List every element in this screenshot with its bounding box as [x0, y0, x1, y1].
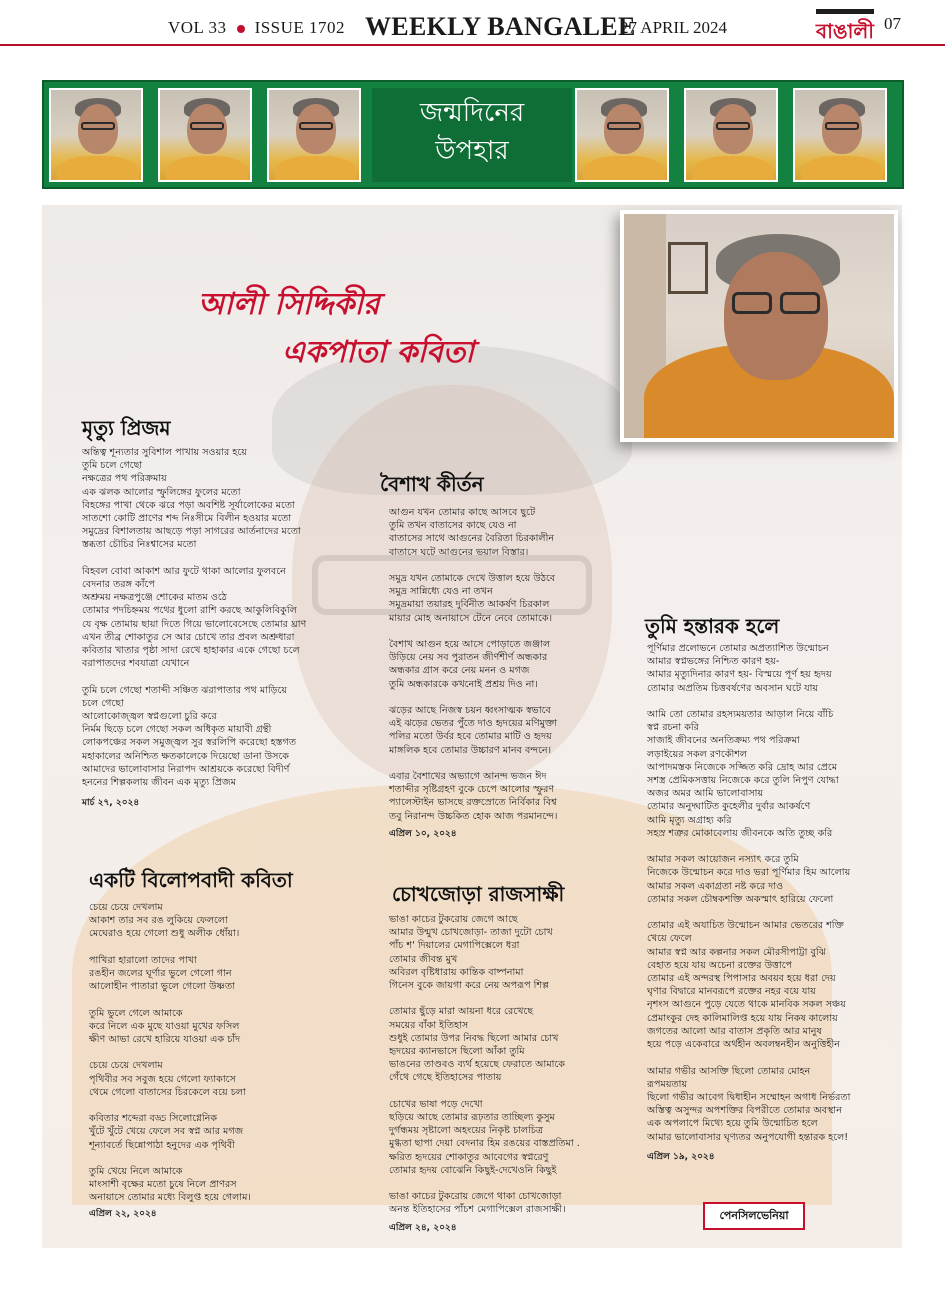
poem-body: অন্তিত্ব শূন্যতার সুবিশাল পাখায় সওয়ার হয়ে তুমি চলে গেছো নক্ষত্রের পথ পরিক্রমায় এক ঝলক আলোর স্ফুলিঙ্গের ফুলের মতো বিহঙ্গের পাখা থেকে ঝরে পড়া অবশিষ্ট সূর্যালোকের মতো সাতশো কোটি প্রাণের শব্দ নিঃসীমে বিলীন হওয়ার মতো সমুদ্রের বিশালতায় আছড়ে পড়া সাগরের আর্তনাদের মতো স্তব্ধতা চৌচির নিঃশ্বাসের মতো বিহবল বোবা আকাশ আর ফুটে থাকা আলোর ফুলবনে বেদনার তরঙ্গ কাঁপে অশ্রুময় নক্ষত্রপুঞ্জে শোকের মাতম ওঠে তোমার পদচিহ্নময় পথের ধুলো রাশি করছে আকুলিবিকুলি যে বৃক্ষ তোমায় ছায়া দিতে গিয়ে ভালোবেসেছে তোমার ঘ্রাণ এখন তীব্র শোকাতুর সে আর চোখে তার প্রবল অশ্রুধারা কবিতার খাতার পৃষ্ঠা সাদা রেখে হাহাকার একে গেছো চলে বরাপাতদের শবযাত্রা যেখানে তুমি চলে গেছো শতাব্দী সঞ্চিত ঝরাপাতার পথ মাড়িয়ে চলে গেছো আলোকোজ্জ্বল স্বপ্নগুলো চুরি করে নির্মম ছিড়ে চলে গেছো সকল অধিকৃত মায়াবী গ্রন্থী লোকপঞ্চের সকল সমুজ্জ্বল সুর স্বরলিপি করেছো হস্তগত মহাকালের অনিশ্চিত ক্ষতকালেকে দিয়েছো ডানা উসকে আমাদের ভালোবাসার নিরাপদ আশ্রয়কে করেছো বিদীর্ণ হননের শিল্পকলায় জীবন এক মৃত্যু প্রিজম [82, 447, 307, 789]
birthday-banner [42, 80, 904, 189]
banner-title-line2: উপহার [435, 136, 509, 166]
banner-title [372, 88, 572, 182]
paper-title: WEEKLY BANGALEE [365, 12, 636, 41]
poem-date: মার্চ ২৭, ২০২৪ [82, 798, 140, 808]
logo-text: বাঙালী [815, 19, 875, 43]
poem-title: মৃত্যু প্রিজম [82, 416, 171, 440]
poem-body: ভাঙা কাচের টুকরোয় জেগে আছে আমার উন্মুখ চোখজোড়া- তাজা দুটো চোখ পাঁচ শ' দিয়ালের মেগাপিক্সেলে ধরা তোমার জীবন্ত মুখ অবিরল বৃষ্টিধারায় কান্তিক বাষ্পনামা গিনেস বুকে জায়গা করে নেয় অপরূপ শিল্প তোমার ছুঁড়ে মারা আয়না ধরে রেখেছে সময়ের বাঁকা ইতিহাস শুধুই তোমার উপর নিবদ্ধ ছিলো আমার চোখ হৃদয়ের ক্যানভাসে ছিলো আঁকা তুমি ভাঙনের তাণ্ডবও ব্যর্থ হয়েছে ফেরাতে আমাকে গেঁথে গেছে ইতিহাসের পাতায় চোখের ভাষা পড়ে দেখো ছড়িয়ে আছে তোমার রূঢ়তার তাচ্ছিল্য কুসুম দুর্গন্ধময় সৃষ্টালো অহংয়ের নিকৃষ্ট চালচিত্র মুগ্ধতা ছাপা দেয়া বেদনার হিম রঙয়ের বাস্তপ্রতিমা . ক্ষরিত হৃদয়ের শোকাতুর আবেগের স্বপ্নরেণু তোমার হৃদয় বোঝেনি কিছুই-দেখেওনি কিছুই ভাঙা কাচের টুকরোয় জেগে থাকা চোখজোড়া অনন্ত ইতিহাসের পাঁচশ মেগাপিক্সেল রাজসাক্ষী। [389, 914, 580, 1216]
page-number: 07 [884, 14, 901, 33]
poem-body: পূর্ণিমার প্রলোভনে তোমার অপ্রত্যাশিত উন্মোচন আমার স্বপ্নভঙ্গের নিশ্চিত কারণ হয়- আমার মৃত্যুদিনার কারণ হয়- বিস্ময়ে পূর্ণ হয় হৃদয় তোমার অপ্রতিম চিত্তবর্ষণের অবসান ঘটে যায় আমি তো তোমার রহস্যময়তার আড়াল নিয়ে বাঁচি স্বপ্ন রচনা করি সাজাই জীবনের অনতিক্রম্য পথ পরিক্রমা লড়াইয়ের সকল রণকৌশল আপাদমস্তক নিজেকে সজ্জিত করি দ্রোহ আর প্রেমে সশস্ত্র প্রেমিকসত্তায় নিজেকে করে তুলি নিপুণ যোদ্ধা অজর অমর আমি ভালোবাসায় তোমার অনুদ্ঘাটিত কুহেলীর দুর্বার আকর্ষণে আমি মৃত্যু অগ্রাহ্য করি সহস্র শত্রুর মোকাবেলায় জীবনকে অতি তুচ্ছ করি আমার সকল আয়োজন নস্যাৎ করে তুমি নিজেকে উন্মোচন করে দাও ভরা পূর্ণিমার হিম আলোয় আমার সকল একাগ্রতা নষ্ট করে দাও তোমার সকল চৌম্বকশক্তি অকস্মাৎ হারিয়ে ফেলো তোমার এই অযাচিত উন্মোচন আমার ভেতরের শক্তি খেয়ে ফেলে আমার স্বপ্ন আর কল্পনার সকল মৌরসীপাট্টা বুঝি বেহাত হয়ে যায় অচেনা রক্তের উত্তাপে তোমার এই অন্দরস্থ পিপাসার অবয়ব হয়ে ধরা দেয় ঘৃণার বিদ্বারে মানবরূপে রক্তের নহর বয়ে যায় নৃশংস আগুনে পুড়ে যেতে থাকে মানবিক সকল সঞ্চয় প্রেমাংকুর দেহ কালিমালিপ্ত হয়ে যায় নিকষ কালোয় জগতের আলো আর বাতাস প্রকৃতি আর মানুষ হয়ে পড়ে একেবারে অর্থহীন অবলম্বনহীন অনুত্তিহীন আমার গভীর আসক্তি ছিলো তোমার মোহন রূপময়তায় ছিলো গভীর আবেগ দ্বিধাহীন সম্মোহন অগাধ নির্ভরতা অস্তিত্ব অসুন্দর অপশক্তির বিপরীতে তোমার অবস্থান এক অপলাপে মিথ্যে হয়ে তুমি উন্মোচিত হলে আমার ভালোবাসার ঘৃণ্যতর অনুপযোগী হন্তারক হলে! [647, 643, 851, 1143]
portrait-thumbnail [684, 88, 778, 182]
poem-date: এপ্রিল ২২, ২০২৪ [89, 1209, 157, 1219]
portrait-thumbnail [267, 88, 361, 182]
poem-date: এপ্রিল ২৪, ২০২৪ [389, 1223, 457, 1233]
issue-label: ISSUE 1702 [254, 18, 346, 37]
poem-body: চেয়ে চেয়ে দেখলাম আকাশ তার সব রঙ লুকিয়ে ফেললো মেঘেরাও হয়ে গেলো শুধু অলীক ধোঁয়া। পাখিরা হারালো তাদের পাখা রঙহীন জলের ঘূর্ণার ভুলে গেলো গান আলোহীন পাতারা ভুলে গেলো উষ্ণতা তুমি ভুলে গেলে আমাকে করে নিলে এক মুছে যাওয়া মুখের ফসিল ক্ষীণ আভা রেখে হারিয়ে যাওয়া এক চাঁদ চেয়ে চেয়ে দেখলাম পৃথিবীর সব সবুজ হয়ে গেলো ফ্যাকাসে থেমে গেলো বাতাসের চিরকেলে বয়ে চলা কবিতার শব্দেরা বড্ড সিলোগ্নেনিক খুঁটে খুঁটে খেয়ে ফেলে সব স্বপ্ন আর মগজ শূন্যাবর্তে ছিন্নোপাঠা হনুদের এক পৃথিবী তুমি খেয়ে নিলে আমাকে মাংসাশী বৃক্ষের মতো চুষে নিলে প্রাণরস অনায়াসে তোমার মধ্যে বিলুপ্ত হয়ে গেলাম। [89, 902, 251, 1204]
feature-title-line1: আলী সিদ্দিকীর [198, 287, 380, 322]
paper-logo [812, 6, 878, 46]
poem-title: একটি বিলোপবাদী কবিতা [89, 868, 293, 892]
poem-title: বৈশাখ কীর্তন [380, 472, 484, 496]
poem-title: তুমি হন্তারক হলে [645, 614, 780, 638]
volume-label: VOL 33 [168, 18, 227, 37]
portrait-thumbnail [575, 88, 669, 182]
portrait-thumbnail [49, 88, 143, 182]
feature-title-line2: একপাতা কবিতা [282, 335, 475, 370]
masthead [0, 0, 945, 80]
issue-date: 27 APRIL 2024 [620, 18, 728, 37]
portrait-thumbnail [158, 88, 252, 182]
masthead-rule [0, 44, 945, 46]
location-tag: পেনসিলভেনিয়া [703, 1202, 805, 1230]
banner-title-line1: জন্মদিনের [419, 98, 525, 128]
separator-dot [237, 25, 245, 33]
poem-date: এপ্রিল ১০, ২০২৪ [389, 829, 457, 839]
poem-body: আগুন যখন তোমার কাছে আসবে ছুটে তুমি তখন বাতাসের কাছে যেও না বাতাসের সাথে আগুনের বৈরিতা চিরকালীন বাতাসে ঘটে আগুনের ভয়াল বিস্তার। সমুদ্র যখন তোমাকে দেখে উত্তাল হয়ে উঠবে সমুদ্র সান্নিধ্যে যেও না তখন সমুদ্রমায়া তয়ারহ দুর্বিনীত আকর্ষণ চিরকাল মায়ার মোহ অনায়াসে টেনে নেবে তোমাকে। বৈশাখ আগুন হয়ে আসে পোড়াতে জঞ্জাল উড়িয়ে নেয় সব পুরাতন জীর্ণশীর্ণ অন্ধকার অন্ধকার গ্রাস করে নেয় মনন ও মগজ তুমি অন্ধকারকে কখনোই প্রশ্রয় দিও না। ঝড়ের আছে নিজস্ব চয়ন ধ্বংসাত্মক স্বভাবে এই ঝড়ের ভেতর পুঁতে দাও হৃদয়ের মণিমুক্তা পলির মতো উর্বর হবে তোমার মাটি ও হৃদয় মাঙ্গলিক হবে তোমার উচ্চারণ মানব বন্দনে। এবার বৈশাখের অভ্যাগে আনন্দ ভজন ঈদ শতাব্দীর সৃষ্টিগ্রহণ বুকে চেপে আলোর স্ফুরণ প্যালেস্টাইন ভাসছে রক্তস্রোতে নির্বিকার বিশ্ব তবু নিরানন্দ উচ্চকিত হোক আজ পরমানন্দে। [389, 507, 558, 822]
portrait-thumbnail [793, 88, 887, 182]
poem-title: চোখজোড়া রাজসাক্ষী [392, 882, 565, 906]
poem-date: এপ্রিল ১৯, ২০২৪ [647, 1152, 715, 1162]
poet-portrait-photo [620, 210, 898, 442]
volume-issue [168, 18, 345, 38]
